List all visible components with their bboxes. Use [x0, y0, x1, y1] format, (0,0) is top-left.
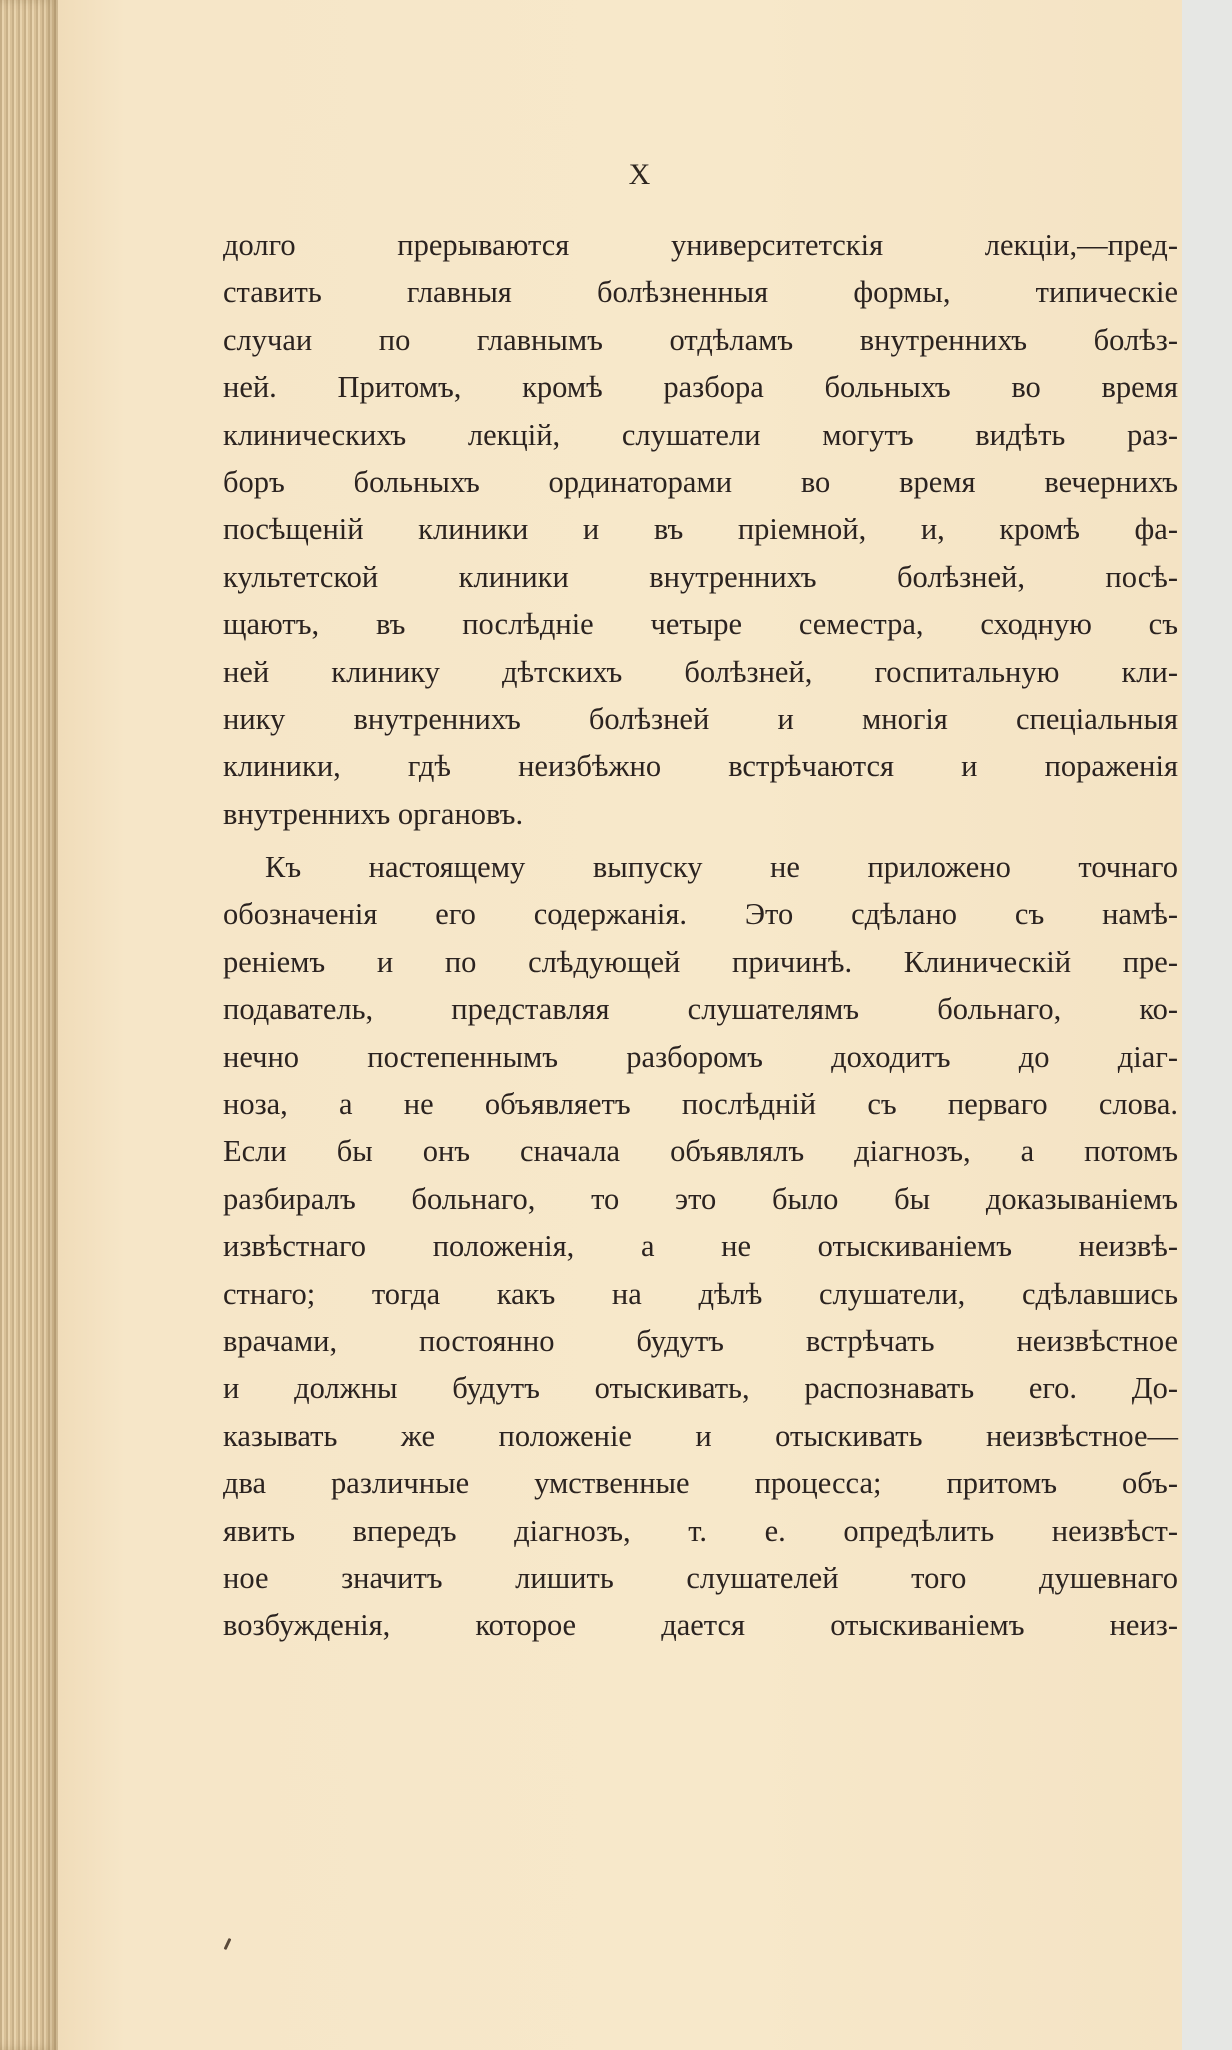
- text-line: разбиралъ больнаго, то это было бы доказываніемъ: [223, 1181, 1178, 1216]
- text-line: явить впередъ діагнозъ, т. е. опредѣлить неизвѣст-: [223, 1513, 1178, 1548]
- page-number: X: [628, 158, 652, 191]
- text-block: [223, 222, 1178, 1650]
- text-line: извѣстнаго положенія, а не отыскиваніемъ неизвѣ-: [223, 1229, 1178, 1264]
- text-line: реніемъ и по слѣдующей причинѣ. Клиническій пре-: [223, 944, 1178, 979]
- text-line: казывать же положеніе и отыскивать неизвѣстное—: [223, 1418, 1178, 1453]
- text-line: посѣщеній клиники и въ пріемной, и, кромѣ фа-: [223, 512, 1178, 547]
- text-line: боръ больныхъ ординаторами во время вечернихъ: [223, 464, 1178, 499]
- paragraph: [223, 844, 1178, 1650]
- text-line: долго прерываются университетскія лекціи,—пред-: [223, 228, 1178, 262]
- text-line: врачами, постоянно будутъ встрѣчать неизвѣстное: [223, 1323, 1178, 1358]
- text-line: стнаго; тогда какъ на дѣлѣ слушатели, сдѣлавшись: [223, 1276, 1178, 1311]
- page-edges: [0, 0, 58, 2050]
- text-line: ноза, а не объявляетъ послѣдній съ перваго слова.: [223, 1087, 1178, 1122]
- text-line: внутреннихъ органовъ.: [223, 796, 524, 831]
- text-line: клиническихъ лекцій, слушатели могутъ видѣть раз-: [223, 417, 1178, 452]
- text-line: щаютъ, въ послѣдніе четыре семестра, сходную съ: [223, 607, 1178, 642]
- text-line: нечно постепеннымъ разборомъ доходитъ до діаг-: [223, 1039, 1178, 1074]
- text-line: подаватель, представляя слушателямъ больнаго, ко-: [223, 992, 1178, 1027]
- text-line: обозначенія его содержанія. Это сдѣлано съ намѣ-: [223, 897, 1178, 932]
- text-line: нику внутреннихъ болѣзней и многія спеціальныя: [223, 701, 1178, 736]
- paragraph: [223, 222, 1178, 838]
- text-line: и должны будутъ отыскивать, распознавать его. До-: [223, 1371, 1178, 1406]
- text-line: Къ настоящему выпуску не приложено точнаго: [265, 850, 1178, 885]
- text-line: ставить главныя болѣзненныя формы, типическіе: [223, 275, 1178, 310]
- text-line: культетской клиники внутреннихъ болѣзней, посѣ-: [223, 559, 1178, 594]
- text-line: ней клинику дѣтскихъ болѣзней, госпитальную кли-: [223, 654, 1178, 689]
- text-line: Если бы онъ сначала объявлялъ діагнозъ, а потомъ: [223, 1134, 1178, 1169]
- text-line: два различные умственные процесса; притомъ объ-: [223, 1466, 1178, 1501]
- text-line: клиники, гдѣ неизбѣжно встрѣчаются и пораженія: [223, 749, 1178, 784]
- text-line: ное значитъ лишить слушателей того душевнаго: [223, 1560, 1178, 1595]
- text-line: ней. Притомъ, кромѣ разбора больныхъ во время: [223, 370, 1178, 405]
- text-line: возбужденія, которое дается отыскиваніемъ неиз-: [223, 1608, 1178, 1643]
- text-line: случаи по главнымъ отдѣламъ внутреннихъ болѣз-: [223, 322, 1178, 357]
